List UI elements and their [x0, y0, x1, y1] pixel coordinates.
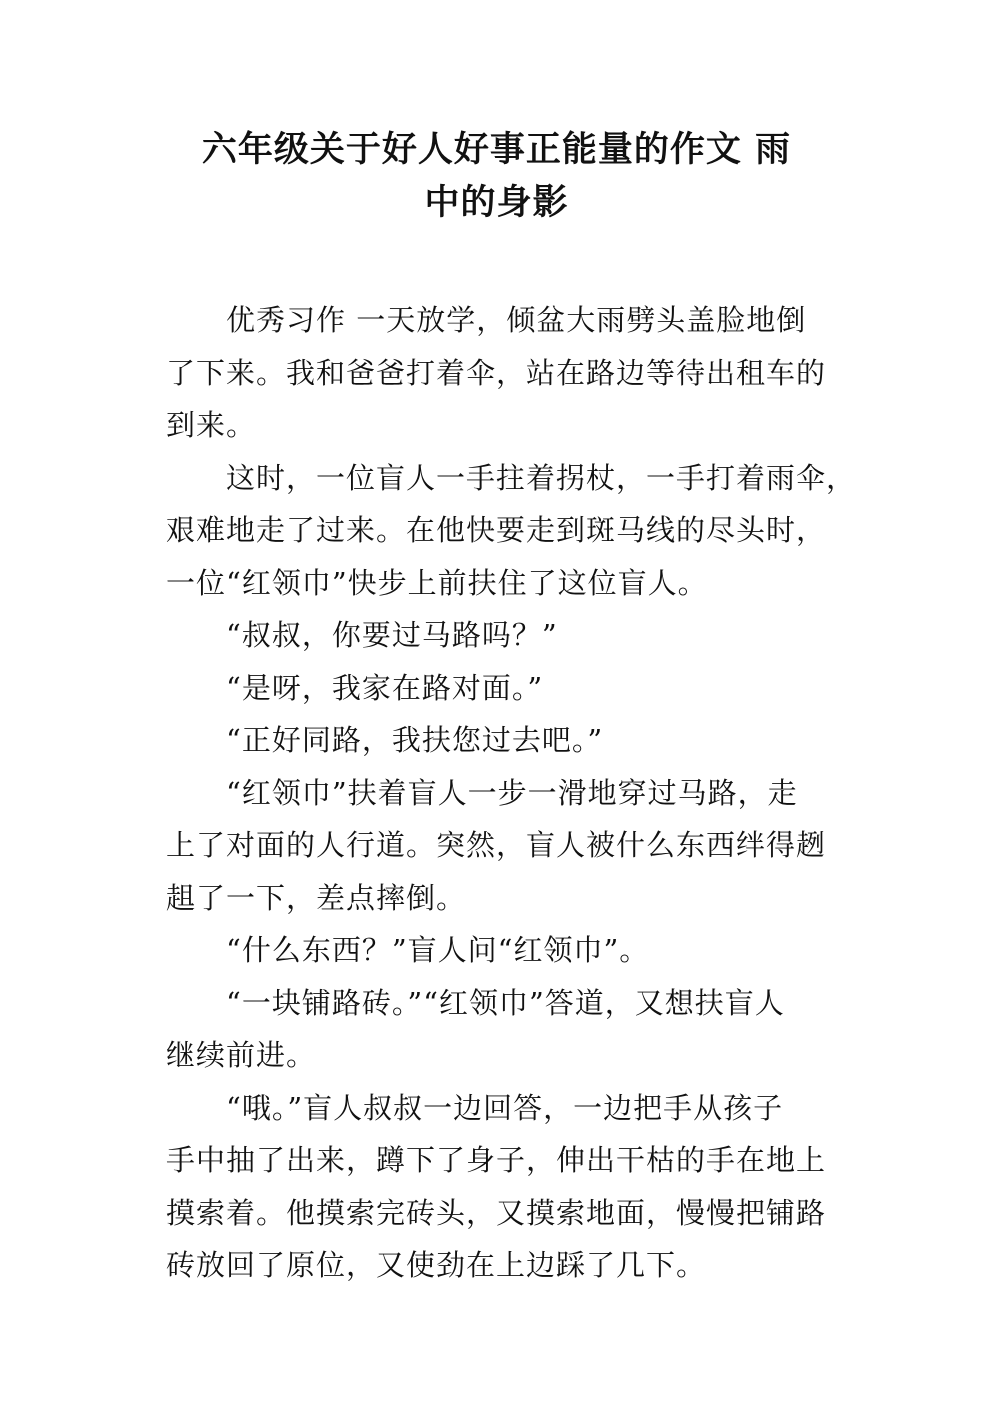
text-line: “是呀，我家在路对面。”: [226, 670, 544, 705]
text-line: “红领巾”扶着盲人一步一滑地穿过马路，走: [226, 775, 798, 810]
title-line-1: 六年级关于好人好事正能量的作文 雨: [201, 130, 792, 170]
text-line: 摸索着。他摸索完砖头，又摸索地面，慢慢把铺路: [166, 1195, 827, 1230]
text-line: 砖放回了原位，又使劲在上边踩了几下。: [166, 1248, 707, 1282]
essay-body: [166, 294, 857, 1292]
text-line: 手中抽了出来，蹲下了身子，伸出干枯的手在地上: [166, 1143, 827, 1177]
text-line: 继续前进。: [166, 1038, 317, 1072]
title-line-2: 中的身影: [424, 182, 569, 223]
text-line: 优秀习作 一天放学，倾盆大雨劈头盖脸地倒: [226, 303, 807, 337]
text-line: “正好同路，我扶您过去吧。”: [226, 723, 604, 757]
text-line: “什么东西？”盲人问“红领巾”。: [226, 933, 650, 967]
text-line: “叔叔，你要过马路吗？”: [226, 618, 558, 652]
text-line: 艰难地走了过来。在他快要走到斑马线的尽头时，: [166, 513, 827, 547]
text-line: “一块铺路砖。”“红领巾”答道，又想扶盲人: [226, 985, 785, 1020]
text-line: 趄了一下，差点摔倒。: [166, 880, 467, 915]
text-line: 这时，一位盲人一手拄着拐杖，一手打着雨伞，: [226, 460, 857, 495]
text-line: 了下来。我和爸爸打着伞，站在路边等待出租车的: [166, 355, 827, 390]
text-line: 一位“红领巾”快步上前扶住了这位盲人。: [166, 565, 708, 600]
text-line: 上了对面的人行道。突然，盲人被什么东西绊得趔: [166, 828, 827, 862]
document-title: [160, 124, 833, 229]
text-line: “哦。”盲人叔叔一边回答，一边把手从孩子: [226, 1090, 784, 1125]
text-line: 到来。: [166, 408, 257, 442]
